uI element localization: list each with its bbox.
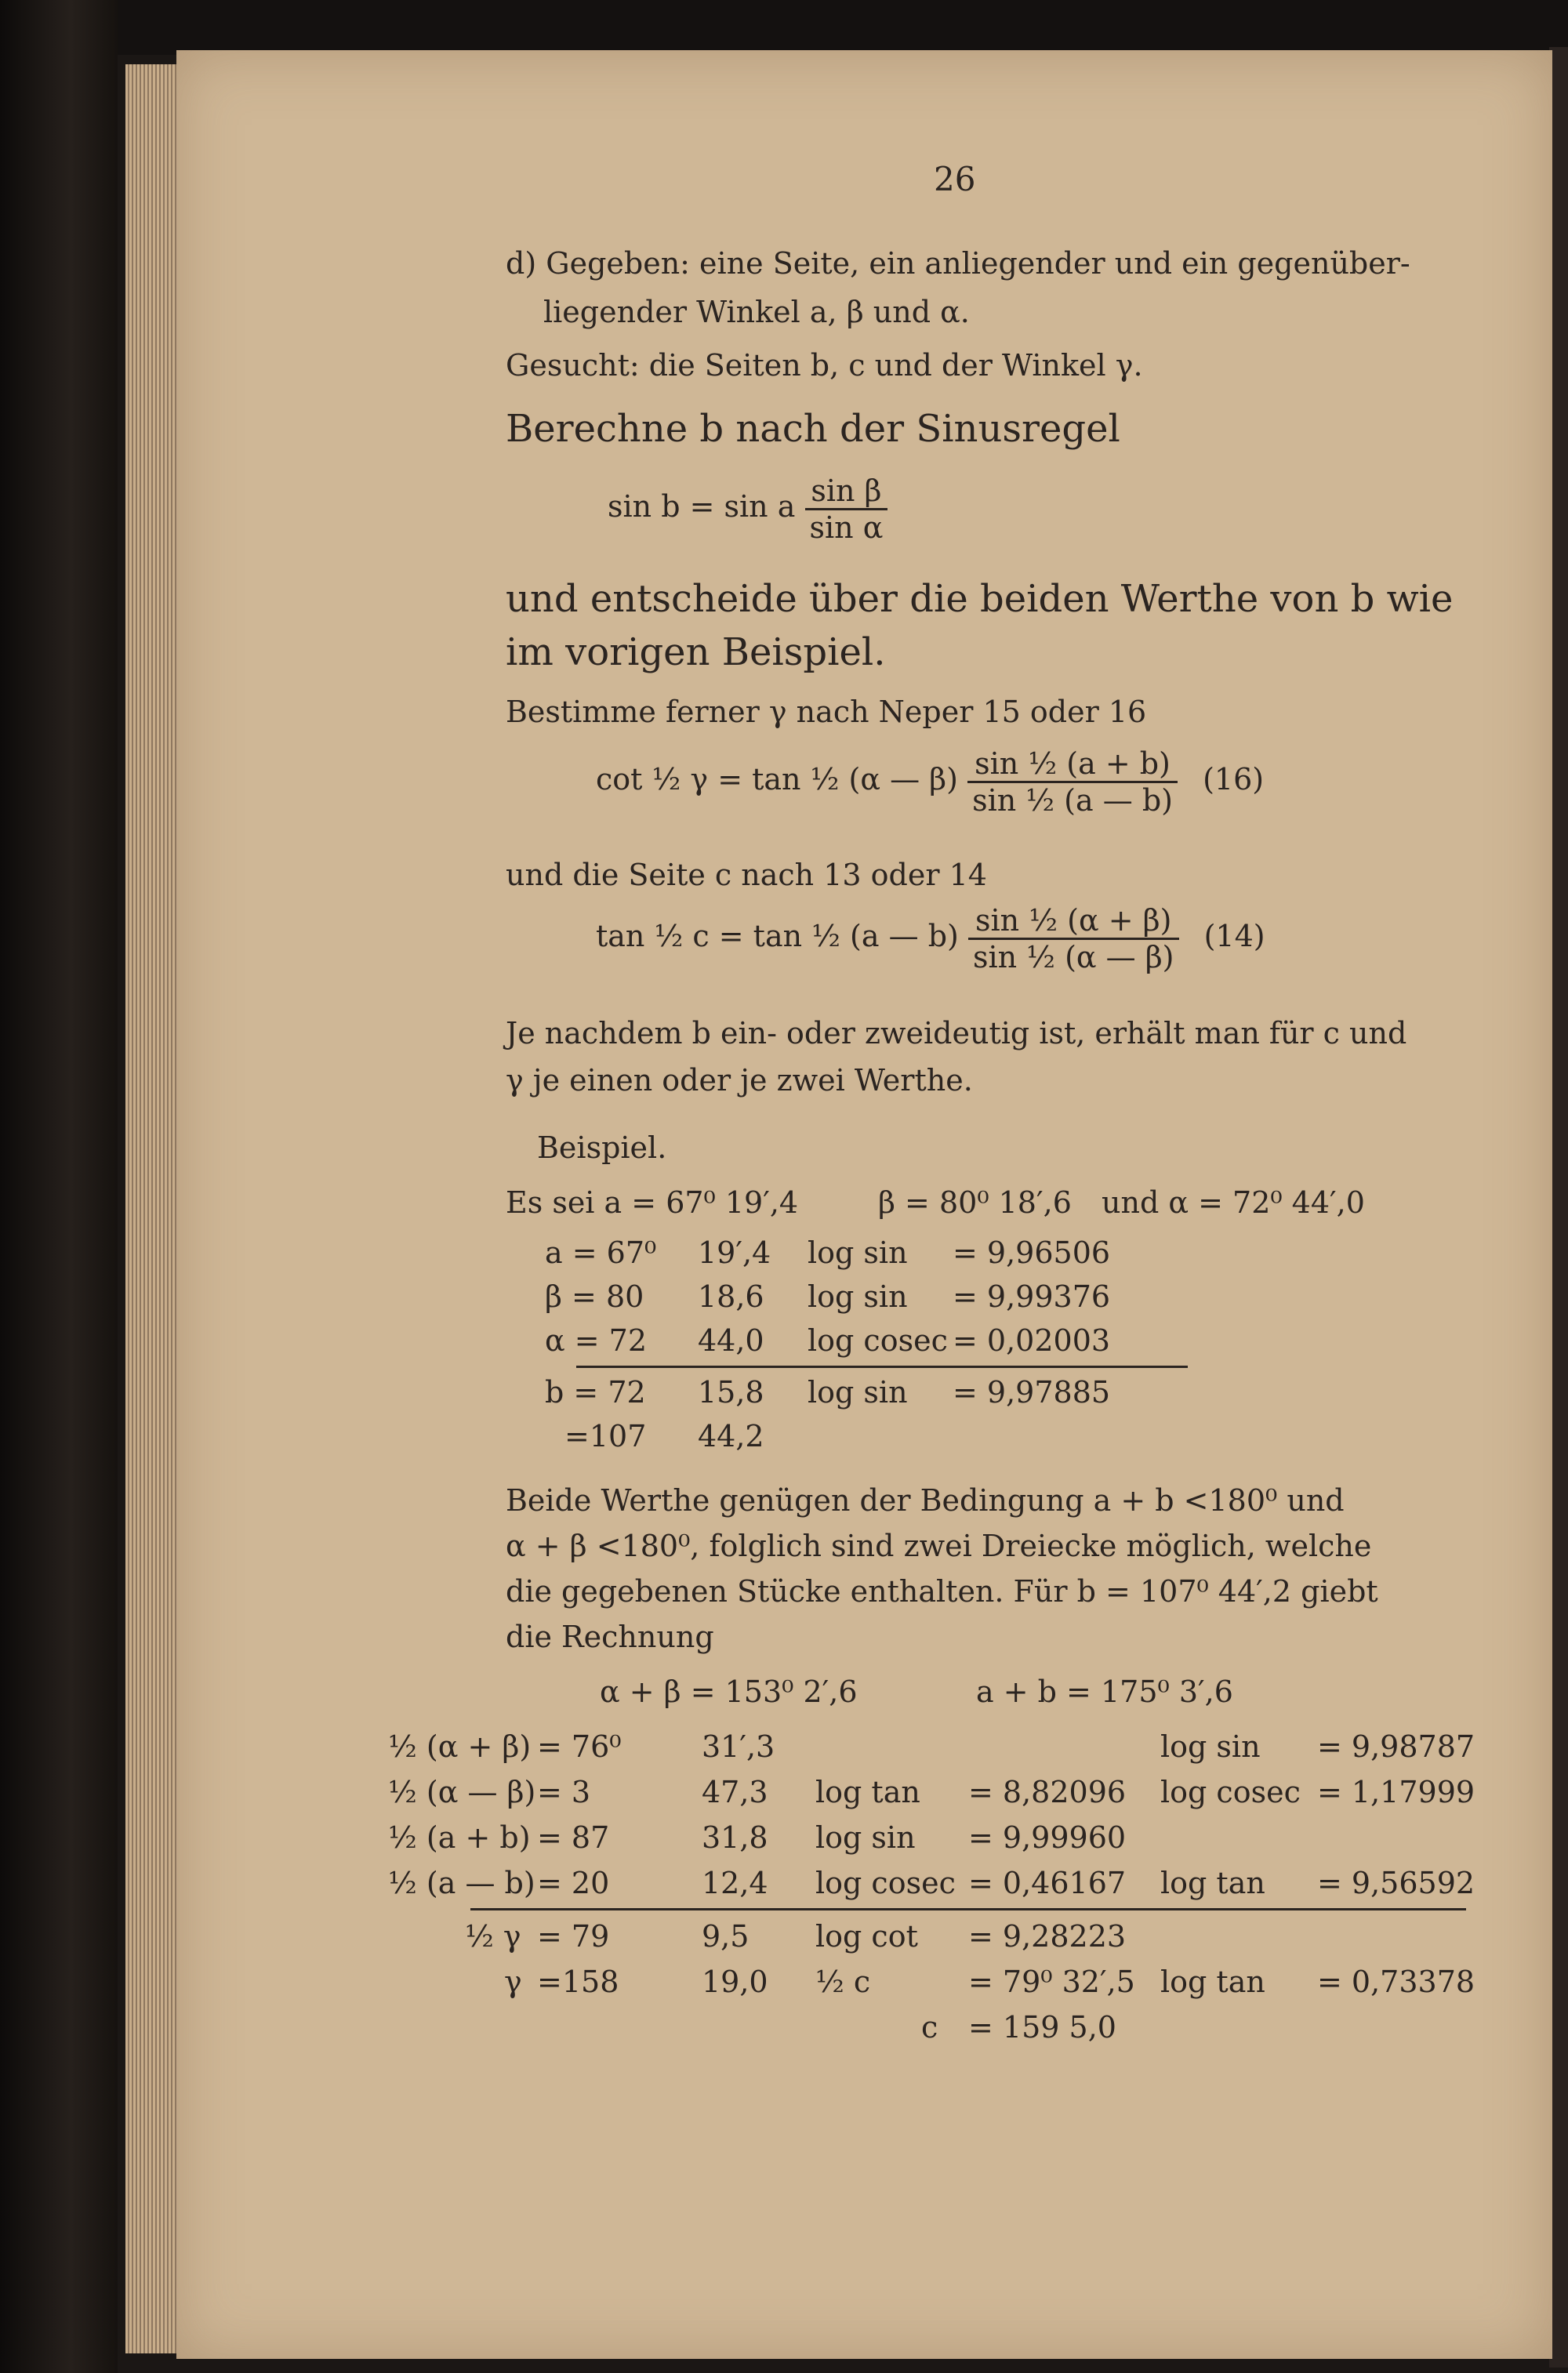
cell: log tan [815,1775,920,1809]
cell: = 9,99376 [953,1279,1111,1314]
sum-a-b: a + b = 175⁰ 3′,6 [976,1675,1233,1709]
cell: log tan [1160,1965,1265,1999]
cell: = 87 [537,1820,610,1855]
decide-line-2: im vorigen Beispiel. [506,630,886,674]
cell: = 159 5,0 [968,2010,1116,2045]
cell: β = 80 [545,1279,644,1314]
cell: 31,8 [702,1820,768,1855]
cell: = 9,56592 [1317,1866,1475,1900]
given-line-2: liegender Winkel a, β und α. [543,295,970,329]
cell: 47,3 [702,1775,768,1809]
page-number: 26 [934,160,976,198]
eq16-tag: (16) [1203,762,1265,796]
eq14-numerator: sin ½ (α + β) [968,903,1179,940]
given-beta: β = 80⁰ 18′,6 [878,1185,1072,1220]
cell: log sin [815,1820,916,1855]
cell: ½ γ [465,1919,521,1954]
condition-line-3: die gegebenen Stücke enthalten. Für b = 107⁰ 44′,2 giebt [506,1574,1378,1609]
cell: = 8,82096 [968,1775,1127,1809]
table2-rule [470,1908,1466,1910]
cell: log sin [808,1235,908,1270]
cell: = 79 [537,1919,610,1954]
cell: = 9,28223 [968,1919,1127,1954]
cell: ½ (α — β) [388,1775,536,1809]
cell: = 79⁰ 32′,5 [968,1965,1135,1999]
cell: 44,2 [698,1419,764,1453]
eq14-fraction [968,903,1179,974]
cell: 19′,4 [698,1235,771,1270]
example-heading: Beispiel. [537,1130,667,1165]
sine-rule-denominator: sin α [809,510,884,545]
compute-heading: Berechne b nach der Sinusregel [506,407,1120,451]
cell: = 76⁰ [537,1729,622,1764]
equation-16 [596,746,1264,818]
cell: ½ (α + β) [388,1729,532,1764]
cell: log tan [1160,1866,1265,1900]
cell: =107 [564,1419,647,1453]
decide-line-1: und entscheide über die beiden Werthe von b wie [506,577,1454,621]
sine-rule-lhs: sin b = sin a [608,489,796,524]
condition-line-4: die Rechnung [506,1620,714,1654]
cell: 44,0 [698,1323,764,1358]
condition-line-2: α + β <180⁰, folglich sind zwei Dreiecke möglich, welche [506,1529,1372,1563]
eq14-tag: (14) [1203,919,1265,953]
ambiguity-line-2: γ je einen oder je zwei Werthe. [506,1063,973,1098]
cell: 19,0 [702,1965,768,1999]
cell: = 9,99960 [968,1820,1127,1855]
eq16-numerator: sin ½ (a + b) [967,746,1178,783]
cell: 12,4 [702,1866,768,1900]
cell: c [921,2010,938,2045]
cell: ½ (a + b) [388,1820,531,1855]
book-page [176,50,1552,2359]
cell: log cosec [1160,1775,1301,1809]
book-spine [0,0,118,2373]
cell: = 9,98787 [1317,1729,1475,1764]
cell: ½ c [815,1965,871,1999]
cell: log cosec [815,1866,956,1900]
cell: log sin [808,1279,908,1314]
given-a: Es sei a = 67⁰ 19′,4 [506,1185,799,1220]
table1-rule [576,1366,1188,1368]
cell: = 3 [537,1775,591,1809]
gamma-instruction: Bestimme ferner γ nach Neper 15 oder 16 [506,695,1147,729]
sine-rule-fraction [805,474,888,545]
sine-rule-formula [608,474,887,545]
eq16-denominator: sin ½ (a — b) [972,783,1173,818]
eq16-lhs: cot ½ γ = tan ½ (α — β) [596,762,958,796]
cell: log cot [815,1919,918,1954]
cell: = 9,96506 [953,1235,1111,1270]
given-alpha: und α = 72⁰ 44′,0 [1102,1185,1365,1220]
cell: = 9,97885 [953,1375,1111,1410]
cell: 15,8 [698,1375,764,1410]
cell: log cosec [808,1323,948,1358]
cell: = 20 [537,1866,610,1900]
cell: =158 [537,1965,619,1999]
sine-rule-numerator: sin β [805,474,888,510]
c-instruction: und die Seite c nach 13 oder 14 [506,858,987,892]
cell: = 1,17999 [1317,1775,1475,1809]
cell: 9,5 [702,1919,750,1954]
cell: = 0,73378 [1317,1965,1475,1999]
cell: α = 72 [545,1323,648,1358]
cell: ½ (a — b) [388,1866,535,1900]
eq16-fraction [967,746,1178,818]
condition-line-1: Beide Werthe genügen der Bedingung a + b <180⁰ und [506,1483,1345,1518]
cell: 18,6 [698,1279,764,1314]
sought-line: Gesucht: die Seiten b, c und der Winkel γ. [506,348,1143,383]
cell: 31′,3 [702,1729,775,1764]
cell: = 0,46167 [968,1866,1127,1900]
ambiguity-line-1: Je nachdem b ein- oder zweideutig ist, erhält man für c und [506,1016,1407,1050]
cell: γ [504,1965,522,1999]
eq14-lhs: tan ½ c = tan ½ (a — b) [596,919,959,953]
eq14-denominator: sin ½ (α — β) [972,940,1174,974]
cell: log sin [808,1375,908,1410]
cell: = 0,02003 [953,1323,1111,1358]
equation-14 [596,903,1265,974]
sum-alpha-beta: α + β = 153⁰ 2′,6 [600,1675,858,1709]
cell: log sin [1160,1729,1261,1764]
cell: a = 67⁰ [545,1235,657,1270]
cell: b = 72 [545,1375,646,1410]
background-top [0,0,1568,55]
given-line-1: d) Gegeben: eine Seite, ein anliegender und ein gegenüber- [506,246,1410,281]
